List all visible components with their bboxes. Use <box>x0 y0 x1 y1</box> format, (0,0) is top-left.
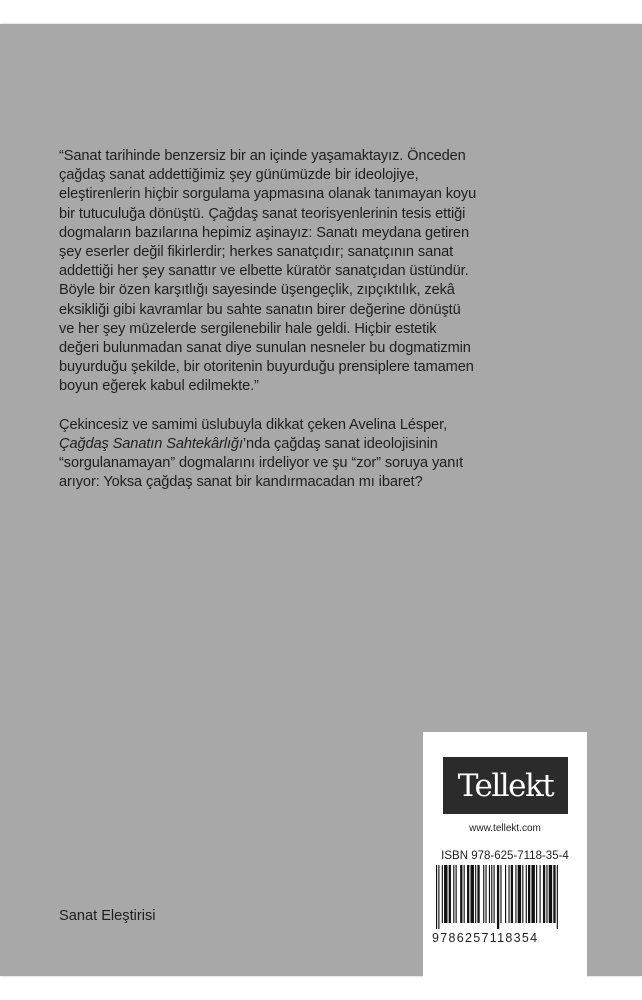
publisher-logo-text: Tellekt <box>457 767 554 804</box>
publisher-url: www.tellekt.com <box>469 823 541 834</box>
blurb-description <box>59 416 469 493</box>
barcode-panel <box>423 732 587 1000</box>
blurb-rest: ’nda çağdaş sanat ideolojisinin “sorgulanamayan” dogmalarını irdeliyor ve şu “zor” soruya yanıt arıyor: Yoksa çağdaş sanat bir kandırmacadan mı ibaret? <box>59 435 464 491</box>
publisher-logo <box>443 757 568 814</box>
blurb-quote: “Sanat tarihinde benzersiz bir an içinde yaşamaktayız. Önceden çağdaş sanat addettiğimiz şey günümüzde bir ideolojiye, eleştirenlerin hiçbir sorgulama yapmasına olanak tanımayan koyu bir tutuculuğa dönüştü. Çağdaş sanat teorisyenlerinin tesis ettiği dogmaların bazılarına hepimiz aşinayız: Sanatı meydana getiren şey eserler değil fikirlerdir; herkes sanatçıdır; sanatçının sanat addettiği her şey sanattır ve elbette küratör sanatçıdan üstündür. Böyle bir özen karşıtlığı sayesinde üşengeçlik, zıpçıktılık, zekâ eksikliği gibi kavramlar bu sahte sanatın birer değerine dönüştü ve her şey müzelerde sergilenebilir hale geldi. Hiçbir estetik değeri bulunmadan sanat diye sunulan nesneler bu dogmatizmin buyurduğu şekilde, bir otoritenin buyurduğu prensiplere tamamen boyun eğerek kabul edilmekte.” <box>59 148 477 395</box>
blurb-intro: Çekincesiz ve samimi üslubuyla dikkat çeken Avelina Lésper, <box>59 416 448 433</box>
isbn-label: ISBN 978-625-7118-35-4 <box>441 850 569 862</box>
blurb <box>59 147 479 492</box>
barcode-icon <box>436 865 576 929</box>
barcode-digits: 9786257118354 <box>432 931 539 945</box>
book-title: Çağdaş Sanatın Sahtekârlığı <box>59 435 243 452</box>
category-label: Sanat Eleştirisi <box>59 908 156 924</box>
back-cover <box>0 24 642 976</box>
